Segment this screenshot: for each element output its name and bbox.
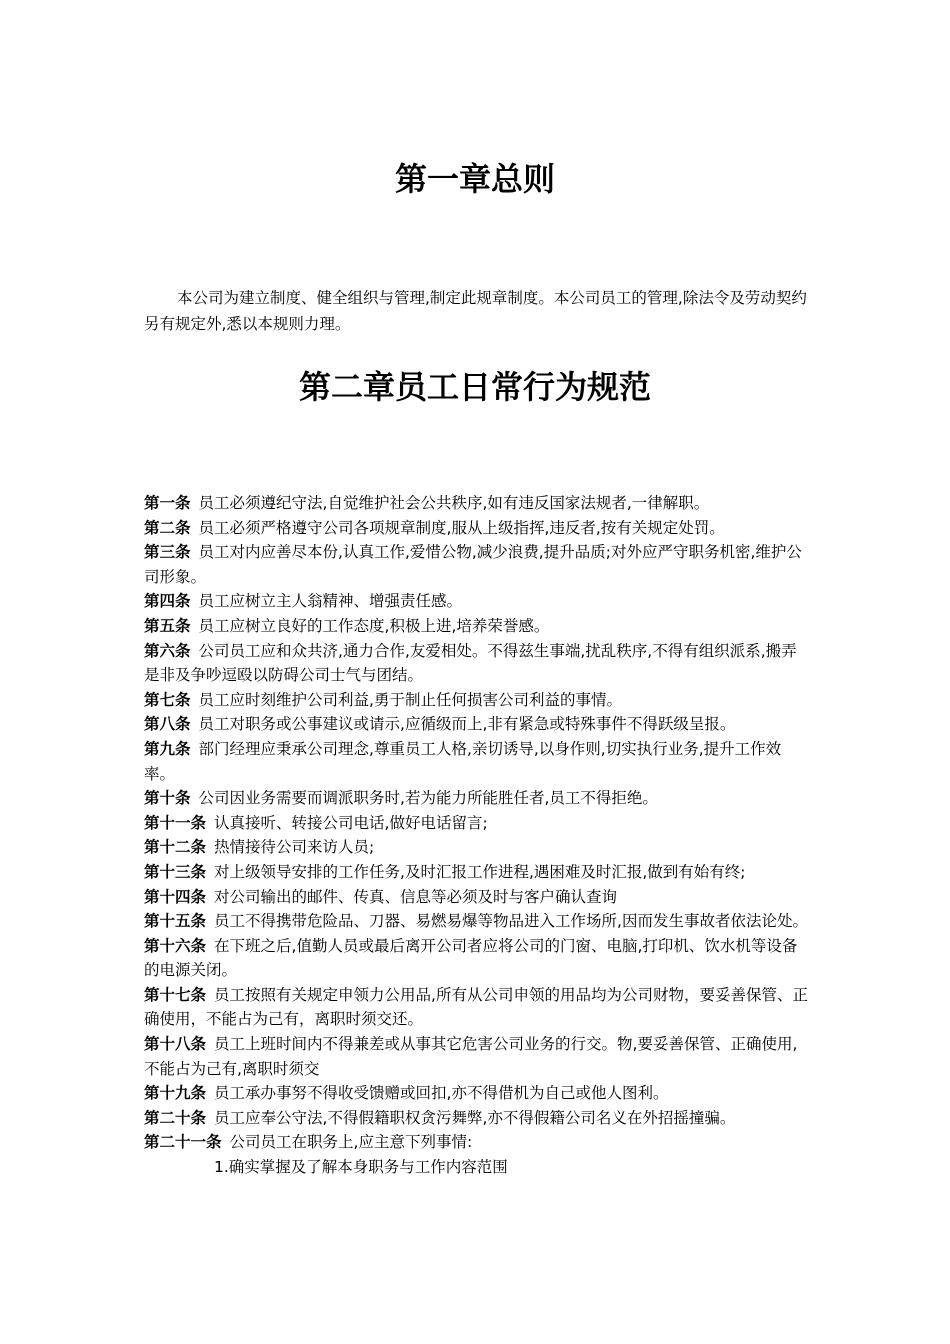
article-item bbox=[144, 712, 812, 737]
article-number: 第六条 bbox=[144, 641, 191, 660]
article-text: 公司因业务需要而调派职务时,若为能力所能胜任者,员工不得拒绝。 bbox=[198, 789, 658, 808]
article-number: 第十五条 bbox=[144, 912, 207, 931]
article-text: 公司员工应和众共济,通力合作,友爱相处。不得兹生事端,扰乱秩序,不得有组织派系,搬弄是非及争吵逗殴以防碍公司士气与团结。 bbox=[144, 641, 797, 685]
article-item bbox=[144, 1106, 812, 1131]
article-number: 第二条 bbox=[144, 518, 191, 537]
article-number: 第四条 bbox=[144, 592, 191, 611]
article-number: 第十四条 bbox=[144, 887, 207, 906]
article-number: 第十三条 bbox=[144, 862, 207, 881]
article-item bbox=[144, 737, 812, 786]
article-number: 第十八条 bbox=[144, 1035, 207, 1054]
article-text: 员工不得携带危险品、刀器、易燃易爆等物品进入工作场所,因而发生事故者依法论处。 bbox=[214, 912, 808, 931]
article-item bbox=[144, 1081, 812, 1106]
chapter-1-intro: 本公司为建立制度、健全组织与管理,制定此规章制度。本公司员工的管理,除法令及劳动契约另有规定外,悉以本规则力理。 bbox=[144, 289, 807, 333]
article-subitem: 1.确实掌握及了解本身职务与工作内容范围 bbox=[214, 1158, 508, 1177]
chapter-1-title: 第一章总则 bbox=[394, 160, 555, 198]
article-text: 员工应树立良好的工作态度,积极上进,培养荣誉感。 bbox=[198, 616, 550, 635]
article-item bbox=[144, 786, 812, 811]
article-number: 第八条 bbox=[144, 715, 191, 734]
article-item bbox=[144, 811, 812, 836]
article-text: 认真接听、转接公司电话,做好电话留言; bbox=[214, 813, 488, 832]
article-number: 第九条 bbox=[144, 739, 191, 758]
article-item bbox=[144, 1130, 812, 1155]
article-text: 员工对职务或公事建议或请示,应循级而上,非有紧急或特殊事件不得跃级呈报。 bbox=[198, 715, 736, 734]
article-item bbox=[144, 639, 812, 688]
article-text: 在下班之后,值勤人员或最后离开公司者应将公司的门窗、电脑,打印机、饮水机等设备的电源关闭。 bbox=[144, 936, 798, 980]
article-text: 员工按照有关规定申领力公用品,所有从公司申领的用品均为公司财物，要妥善保管、正确使用，不能占为己有，离职时须交还。 bbox=[144, 985, 808, 1029]
chapter-2-title: 第二章员工日常行为规范 bbox=[298, 368, 651, 406]
article-number: 第十二条 bbox=[144, 838, 207, 857]
article-item bbox=[144, 1032, 812, 1081]
article-item bbox=[144, 860, 812, 885]
article-item bbox=[144, 688, 812, 713]
article-number: 第二十一条 bbox=[144, 1133, 222, 1152]
article-text: 员工上班时间内不得兼差或从事其它危害公司业务的行交。物,要妥善保管、正确使用,不能占为己有,离职时须交 bbox=[144, 1035, 798, 1078]
article-item bbox=[144, 983, 812, 1032]
article-text: 员工应时刻维护公司利益,勇于制止任何损害公司利益的事情。 bbox=[198, 690, 622, 709]
article-item bbox=[144, 885, 812, 910]
article-item bbox=[144, 540, 812, 589]
article-item bbox=[144, 934, 812, 983]
article-number: 第三条 bbox=[144, 543, 191, 562]
article-text: 公司员工在职务上,应主意下列事情: bbox=[229, 1133, 473, 1152]
article-text: 对上级领导安排的工作任务,及时汇报工作进程,遇困难及时汇报,做到有始有终; bbox=[214, 862, 746, 881]
article-item bbox=[144, 614, 812, 639]
article-text: 员工必须遵纪守法,自觉维护社会公共秩序,如有违反国家法规者,一律解职。 bbox=[198, 494, 710, 512]
article-text: 对公司输出的邮件、传真、信息等必须及时与客户确认查询 bbox=[214, 887, 618, 906]
article-number: 第一条 bbox=[144, 494, 191, 512]
article-number: 第十一条 bbox=[144, 813, 207, 832]
article-text: 员工必须严格遵守公司各项规章制度,服从上级指挥,违反者,按有关规定处罚。 bbox=[198, 518, 725, 537]
article-number: 第十条 bbox=[144, 789, 191, 808]
article-item bbox=[144, 491, 812, 516]
article-list bbox=[144, 491, 812, 1180]
article-text: 员工应奉公守法,不得假籍职权贪污舞弊,亦不得假籍公司名义在外招摇撞骗。 bbox=[214, 1108, 736, 1127]
article-item bbox=[144, 589, 812, 614]
article-item bbox=[144, 909, 812, 934]
article-number: 第十七条 bbox=[144, 985, 207, 1004]
article-text: 员工承办事努不得收受馈赠或回扣,亦不得借机为自己或他人图利。 bbox=[214, 1084, 669, 1103]
article-number: 第五条 bbox=[144, 616, 191, 635]
article-text: 员工对内应善尽本份,认真工作,爱惜公物,减少浪费,提升品质;对外应严守职务机密,维护公司形象。 bbox=[144, 543, 802, 586]
article-number: 第二十条 bbox=[144, 1108, 207, 1127]
article-number: 第十六条 bbox=[144, 936, 207, 955]
article-item bbox=[144, 835, 812, 860]
article-number: 第七条 bbox=[144, 690, 191, 709]
article-number: 第十九条 bbox=[144, 1084, 207, 1103]
article-text: 员工应树立主人翁精神、增强责任感。 bbox=[198, 592, 463, 611]
article-item bbox=[144, 516, 812, 541]
article-text: 部门经理应秉承公司理念,尊重员工人格,亲切诱导,以身作则,切实执行业务,提升工作效率。 bbox=[144, 739, 782, 783]
article-text: 热情接待公司来访人员; bbox=[214, 838, 375, 857]
